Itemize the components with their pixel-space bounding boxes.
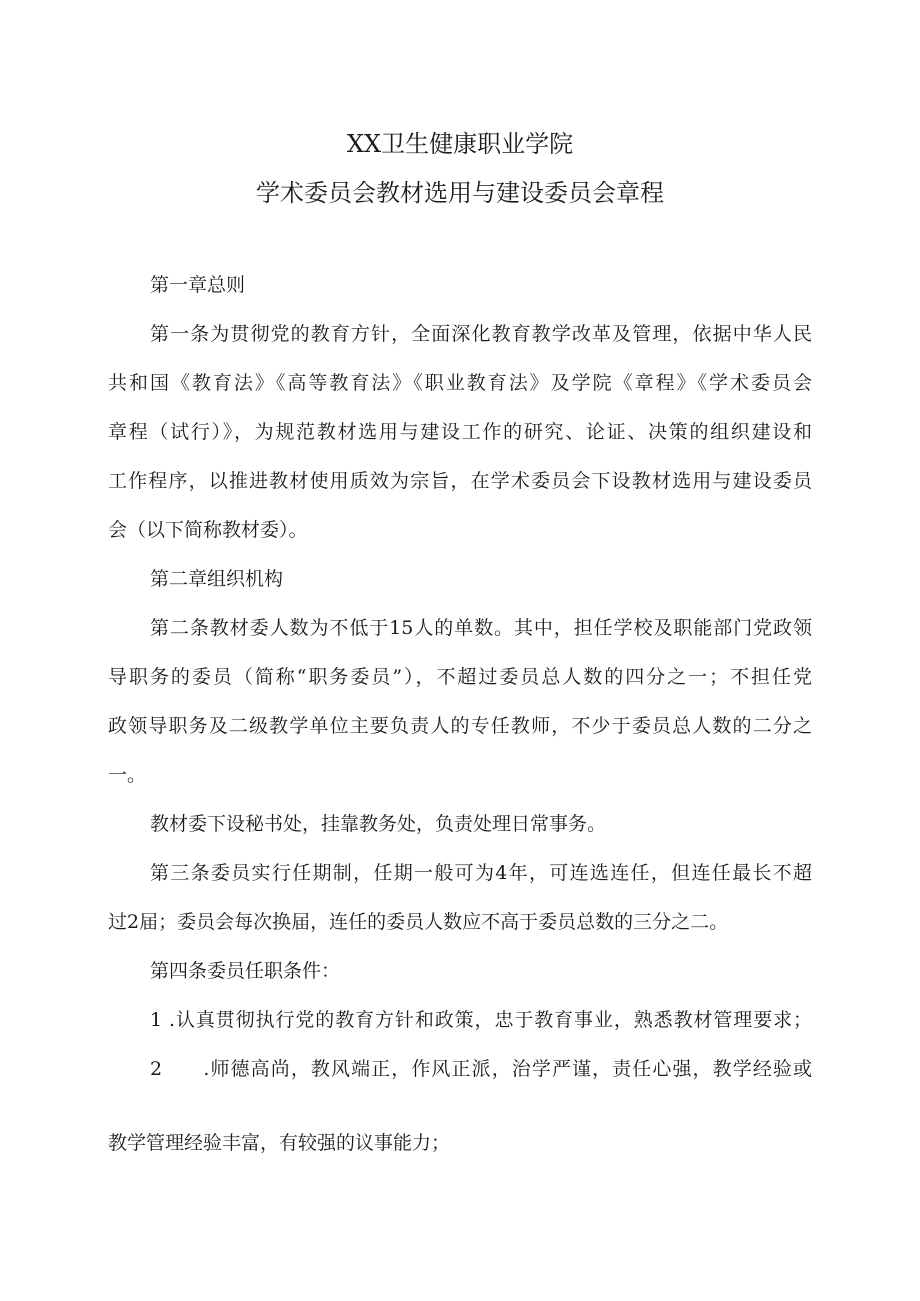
- list-item-continuation: 教学管理经验丰富，有较强的议事能力；: [108, 1132, 451, 1154]
- paragraph-line: 共和国《教育法》《高等教育法》《职业教育法》及学院《章程》《学术委员会: [108, 372, 812, 394]
- list-item: 2 .师德高尚，教风端正，作风正派，治学严谨，责任心强，教学经验或: [150, 1058, 812, 1080]
- chapter-heading: 第一章总则: [150, 274, 246, 296]
- paragraph-line: 工作程序，以推进教材使用质效为宗旨，在学术委员会下设教材选用与建设委员: [108, 470, 812, 492]
- chapter-heading: 第二章组织机构: [150, 568, 284, 590]
- paragraph-line: 章程（试行）》，为规范教材选用与建设工作的研究、论证、决策的组织建设和: [108, 421, 812, 443]
- document-title-line-2: 学术委员会教材选用与建设委员会章程: [256, 179, 664, 207]
- list-item: 1 .认真贯彻执行党的教育方针和政策，忠于教育事业，熟悉教材管理要求；: [150, 1009, 812, 1031]
- paragraph-line: 第四条委员任职条件：: [150, 960, 341, 982]
- paragraph-line: 第三条委员实行任期制，任期一般可为4年，可连选连任，但连任最长不超: [150, 862, 812, 884]
- paragraph-line: 过2届；委员会每次换届，连任的委员人数应不高于委员总数的三分之二。: [108, 911, 729, 933]
- paragraph-line: 教材委下设秘书处，挂靠教务处，负责处理日常事务。: [150, 813, 607, 835]
- paragraph-line: 导职务的委员（简称“职务委员”），不超过委员总人数的四分之一；不担任党: [108, 666, 812, 688]
- paragraph-line: 第一条为贯彻党的教育方针，全面深化教育教学改革及管理，依据中华人民: [150, 323, 812, 345]
- document-title-line-1: XX卫生健康职业学院: [346, 130, 574, 158]
- paragraph-line: 一。: [108, 764, 147, 786]
- paragraph-line: 会（以下简称教材委）。: [108, 519, 308, 541]
- paragraph-line: 政领导职务及二级教学单位主要负责人的专任教师，不少于委员总人数的二分之: [108, 715, 812, 737]
- paragraph-line: 第二条教材委人数为不低于15人的单数。其中，担任学校及职能部门党政领: [150, 617, 812, 639]
